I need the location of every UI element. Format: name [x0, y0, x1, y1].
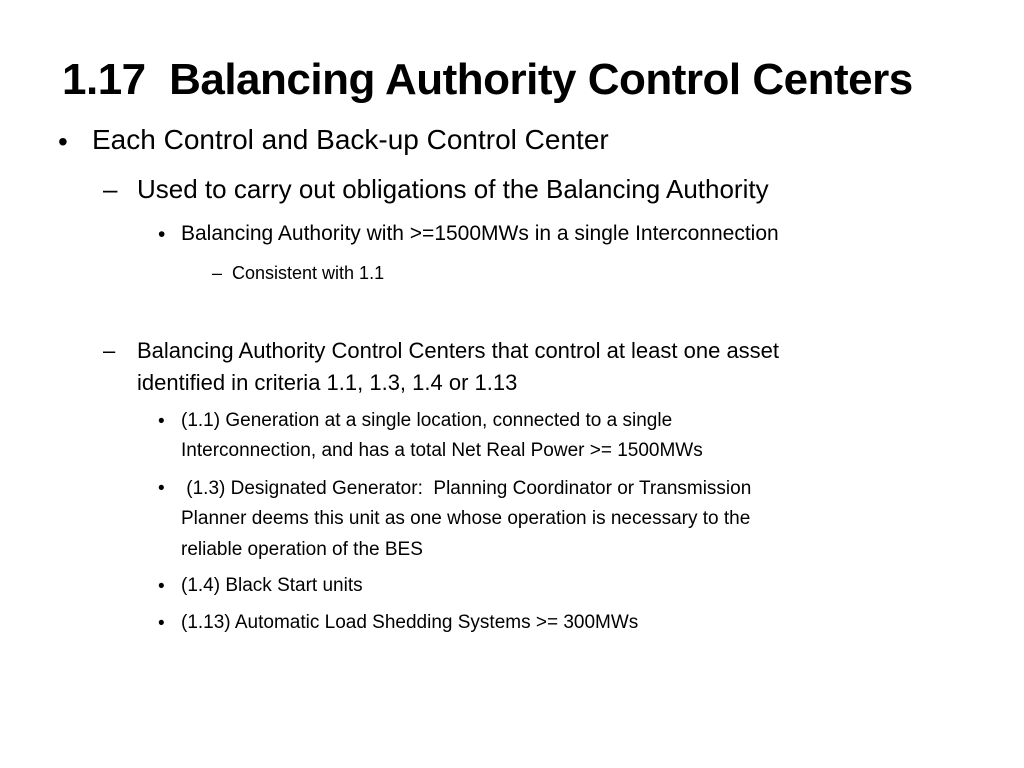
bullet-marker: •	[158, 613, 165, 634]
slide-title: 1.17 Balancing Authority Control Centers	[62, 55, 913, 104]
dash-marker: –	[212, 263, 223, 283]
bullet-text: Each Control and Back-up Control Center	[92, 124, 609, 155]
bullet-text-line: Planner deems this unit as one whose operation is necessary to the	[181, 508, 751, 529]
bullet-text: Used to carry out obligations of the Balancing Authority	[137, 174, 769, 204]
bullet-text: Balancing Authority with >=1500MWs in a single Interconnection	[181, 222, 779, 245]
bullet-marker: •	[58, 126, 68, 157]
bullet-marker: •	[158, 576, 165, 597]
bullet-marker: •	[158, 411, 165, 432]
bullet-text-line: Balancing Authority Control Centers that control at least one asset	[137, 338, 780, 363]
bullet-text-line: identified in criteria 1.1, 1.3, 1.4 or 1.13	[137, 370, 518, 395]
bullet-text-line: (1.1) Generation at a single location, connected to a single	[181, 410, 673, 431]
bullet-text: (1.4) Black Start units	[181, 575, 363, 596]
bullet-marker: •	[158, 223, 166, 246]
bullet-marker: •	[158, 478, 165, 499]
bullet-text-line: Interconnection, and has a total Net Real Power >= 1500MWs	[181, 440, 703, 461]
bullet-text-line: reliable operation of the BES	[181, 539, 423, 560]
bullet-text: Consistent with 1.1	[232, 263, 385, 283]
bullet-text-line: (1.3) Designated Generator: Planning Coordinator or Transmission	[181, 478, 752, 499]
bullet-text: (1.13) Automatic Load Shedding Systems >= 300MWs	[181, 612, 639, 633]
dash-marker: –	[103, 338, 116, 363]
dash-marker: –	[103, 174, 118, 204]
